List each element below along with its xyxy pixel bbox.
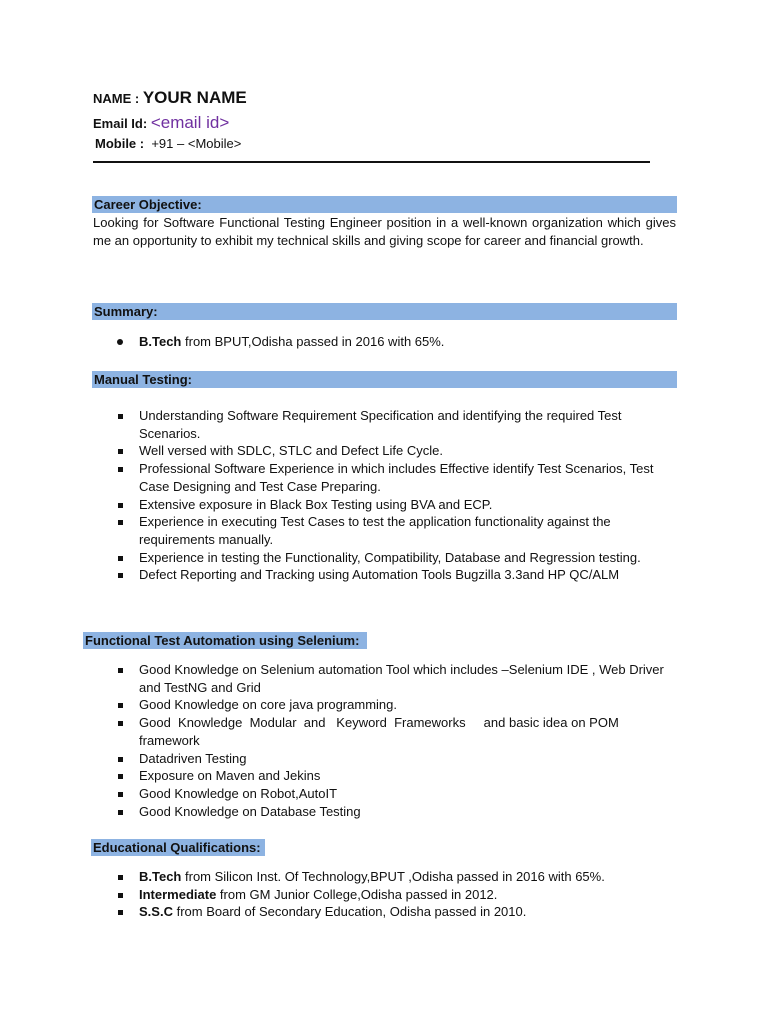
career-objective-text: Looking for Software Functional Testing Engineer position in a well-known organization which gives me an opportunity to exhibit my technical skills and giving scope for career and financial growth. [93,215,676,248]
automation-list [92,661,675,820]
square-bullet-icon [118,449,123,454]
email-value: <email id> [150,113,230,132]
automation-heading: Functional Test Automation using Selenium: [83,632,367,649]
item-text: Extensive exposure in Black Box Testing using BVA and ECP. [139,496,493,512]
item-text: Good Knowledge on Selenium automation Tool which includes –Selenium IDE , Web Driver and TestNG and Grid [139,662,664,695]
mobile-value: +91 – <Mobile> [151,136,242,151]
list-item [92,460,675,495]
list-item [92,785,675,803]
square-bullet-icon [118,668,123,673]
item-label: S.S.C [139,904,173,920]
list-item [92,767,675,785]
square-bullet-icon [118,703,123,708]
bullet-icon [117,339,123,345]
square-bullet-icon [118,757,123,762]
list-item [92,868,675,886]
square-bullet-icon [118,414,123,419]
education-heading: Educational Qualifications: [91,839,265,856]
list-item [92,661,675,696]
name-label: NAME : [93,91,140,106]
item-text: Well versed with SDLC, STLC and Defect Life Cycle. [139,443,443,459]
list-item [92,803,675,821]
list-item [92,566,675,584]
list-item [92,696,675,714]
header-divider [93,161,650,163]
square-bullet-icon [118,875,123,880]
list-item [92,714,675,749]
square-bullet-icon [118,774,123,779]
item-text: Defect Reporting and Tracking using Automation Tools Bugzilla 3.3and HP QC/ALM [139,567,620,583]
manual-testing-heading: Manual Testing: [92,371,677,388]
list-item [92,750,675,768]
mobile-label: Mobile : [95,136,145,151]
square-bullet-icon [118,910,123,915]
item-text: Experience in testing the Functionality, Compatibility, Database and Regression testing. [139,549,641,565]
list-item [92,903,675,921]
square-bullet-icon [118,467,123,472]
item-text: Professional Software Experience in which includes Effective identify Test Scenarios, Test Case Designing and Test Case Preparing. [139,461,654,494]
item-text: Exposure on Maven and Jekins [139,768,321,784]
education-list [92,868,675,921]
list-item [92,513,675,548]
name-line [93,88,247,108]
career-objective-heading: Career Objective: [92,196,677,213]
square-bullet-icon [118,556,123,561]
item-text: Good Knowledge on core java programming. [139,697,397,713]
list-item [92,549,675,567]
name-value: YOUR NAME [142,88,247,107]
item-text: Good Knowledge on Database Testing [139,803,361,819]
item-text: from GM Junior College,Odisha passed in 2012. [216,886,498,902]
item-text: Good Knowledge Modular and Keyword Frameworks and basic idea on POM framework [139,715,623,748]
item-text: from Silicon Inst. Of Technology,BPUT ,Odisha passed in 2016 with 65%. [181,869,605,884]
square-bullet-icon [118,893,123,898]
summary-heading: Summary: [92,303,677,320]
item-text: from BPUT,Odisha passed in 2016 with 65%. [181,334,445,349]
email-line [93,113,229,133]
square-bullet-icon [118,520,123,525]
item-text: Good Knowledge on Robot,AutoIT [139,785,338,801]
square-bullet-icon [118,721,123,726]
list-item [92,886,675,904]
list-item [92,407,675,442]
mobile-line [95,136,241,151]
manual-testing-list [92,407,675,584]
item-text: Datadriven Testing [139,750,247,766]
list-item [92,333,675,351]
summary-list [92,333,675,351]
square-bullet-icon [118,810,123,815]
email-label: Email Id: [93,116,148,131]
list-item [92,496,675,514]
item-text: Understanding Software Requirement Specification and identifying the required Test Scenarios. [139,408,622,441]
item-label: B.Tech [139,334,182,349]
item-text: from Board of Secondary Education, Odisha passed in 2010. [172,904,527,920]
square-bullet-icon [118,573,123,578]
square-bullet-icon [118,503,123,508]
list-item [92,442,675,460]
item-label: B.Tech [139,869,182,884]
square-bullet-icon [118,792,123,797]
item-text: Experience in executing Test Cases to test the application functionality against the requirements manually. [139,514,611,547]
item-label: Intermediate [139,886,217,902]
